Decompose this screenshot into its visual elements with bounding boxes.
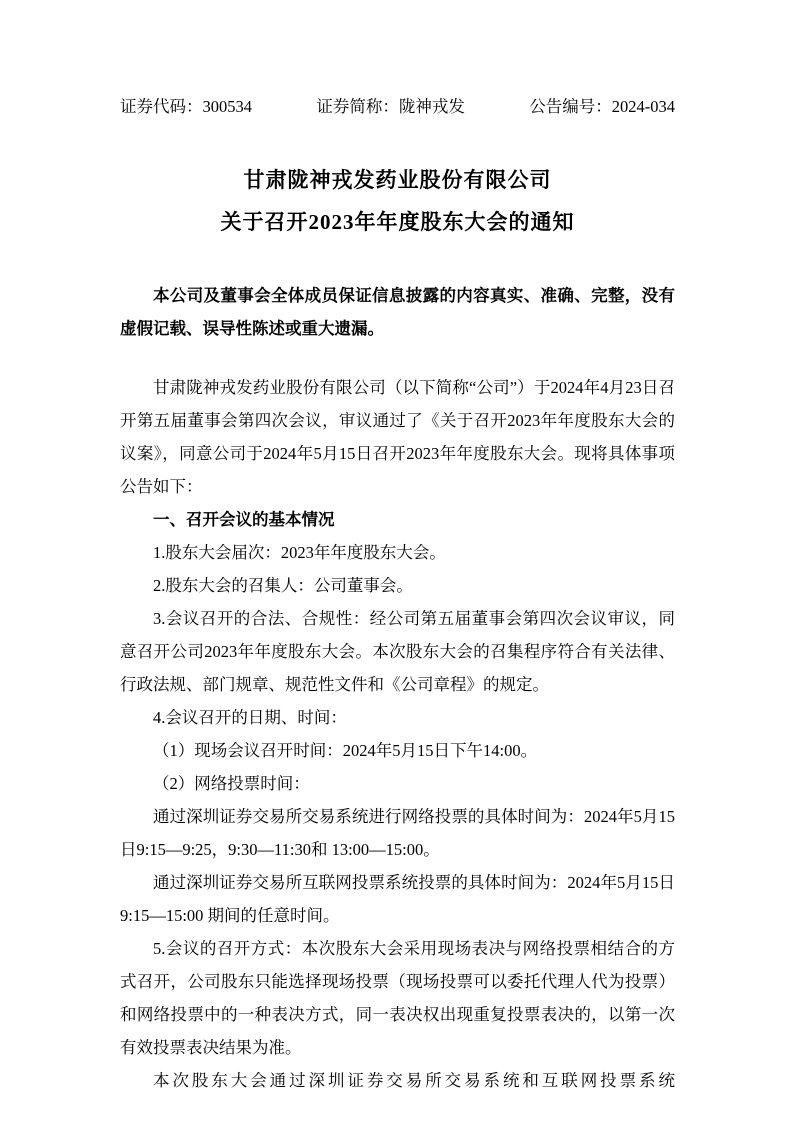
item-meeting-method: 5.会议的召开方式：本次股东大会采用现场表决与网络投票相结合的方式召开，公司股东只能选择现场投票（现场投票可以委托代理人代为投票）和网络投票中的一种表决方式，同一表决权出现重复投票表决的，以第一次有效投票表决结果为准。 <box>120 939 675 1057</box>
document-content <box>0 90 794 1097</box>
item-meeting-session: 1.股东大会届次：2023年年度股东大会。 <box>153 543 446 562</box>
company-title: 甘肃陇神戎发药业股份有限公司 <box>243 168 552 192</box>
continuation-line: 本次股东大会通过深圳证券交易所交易系统和互联网投票系统 <box>153 1071 675 1090</box>
disclosure-statement: 本公司及董事会全体成员保证信息披露的内容真实、准确、完整，没有虚假记载、误导性陈述或重大遗漏。 <box>120 286 675 338</box>
section-heading-1: 一、召开会议的基本情况 <box>153 510 335 529</box>
stock-short-name: 证券简称：陇神戎发 <box>316 97 465 116</box>
item-trading-system-voting-time: 通过深圳证券交易所交易系统进行网络投票的具体时间为：2024年5月15日9:15—9:25，9:30—11:30和 13:00—15:00。 <box>120 807 675 859</box>
item-internet-voting-time: 通过深圳证券交易所互联网投票系统投票的具体时间为：2024年5月15日9:15—15:00 期间的任意时间。 <box>120 873 675 925</box>
document-body <box>120 279 675 1097</box>
item-convener: 2.股东大会的召集人：公司董事会。 <box>153 576 413 595</box>
document-header <box>120 90 675 123</box>
announcement-number: 公告编号：2024-034 <box>529 97 675 116</box>
document-subtitle: 关于召开2023年年度股东大会的通知 <box>220 210 575 234</box>
item-legality: 3.会议召开的合法、合规性：经公司第五届董事会第四次会议审议，同意召开公司2023年年度股东大会。本次股东大会的召集程序符合有关法律、行政法规、部门规章、规范性文件和《公司章程》的规定。 <box>120 609 675 694</box>
stock-code: 证券代码：300534 <box>120 97 252 116</box>
intro-paragraph: 甘肃陇神戎发药业股份有限公司（以下简称“公司”）于2024年4月23日召开第五届董事会第四次会议，审议通过了《关于召开2023年年度股东大会的议案》，同意公司于2024年5月15日召开2023年年度股东大会。现将具体事项公告如下： <box>120 378 675 496</box>
item-onsite-meeting-time: （1）现场会议召开时间：2024年5月15日下午14:00。 <box>153 741 538 760</box>
item-online-voting-time: （2）网络投票时间： <box>153 774 310 793</box>
item-date-time: 4.会议召开的日期、时间： <box>153 708 347 727</box>
